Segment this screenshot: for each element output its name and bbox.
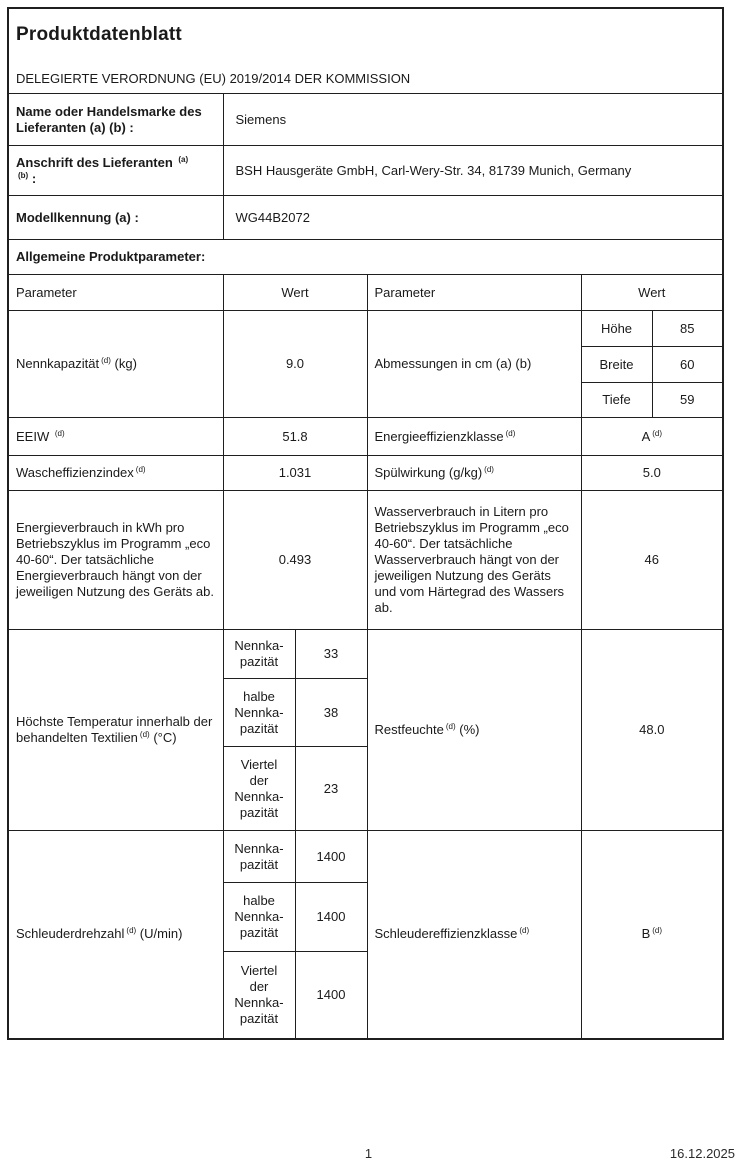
rinse-effect-value: 5.0 [581,456,723,491]
spin-cap-nominal-value: 1400 [295,831,367,883]
header-cell [8,8,723,94]
spin-cap-nominal-label: Nennka- pazität [223,831,295,883]
section-title: Allgemeine Produktparameter: [8,240,723,275]
temp-cap-quarter-label: Viertel der Nennka- pazität [223,747,295,831]
col-header-parameter-left: Parameter [8,275,223,311]
dimension-value-tiefe: 59 [652,383,723,418]
eeiw-row [8,418,723,456]
spin-class-value: B $^{(d)}$ [581,831,723,1039]
energy-consumption-label: Energieverbrauch in kWh pro Betriebszyklus im Programm „eco 40-60“. Der tatsächliche Energieverbrauch hängt von der jeweiligen Nutzung des Geräts ab. [8,491,223,630]
spin-cap-quarter-value: 1400 [295,952,367,1039]
dimension-value-breite: 60 [652,347,723,383]
temp-cap-quarter-value: 23 [295,747,367,831]
dimension-name-breite: Breite [581,347,652,383]
capacity-value: 9.0 [223,311,367,418]
water-consumption-label: Wasserverbrauch in Litern pro Betriebszyklus im Programm „eco 40-60“. Der tatsächliche Wasserverbrauch hängt von der jeweiligen Nutzung des Geräts und vom Härtegrad des Wassers ab. [367,491,581,630]
energy-class-value: A $^{(d)}$ [581,418,723,456]
dimension-name-tiefe: Tiefe [581,383,652,418]
capacity-label: Nennkapazität $^{(d)}$ (kg) [8,311,223,418]
dimension-value-hoehe: 85 [652,311,723,347]
product-datasheet-table [7,7,724,1040]
supplier-name-label: Name oder Handelsmarke des Lieferanten (a) (b) : [8,94,223,146]
regulation-subtitle: DELEGIERTE VERORDNUNG (EU) 2019/2014 DER KOMMISSION [16,71,411,86]
spin-class-label: Schleudereffizienzklasse $^{(d)}$ [367,831,581,1039]
temp-cap-nominal-value: 33 [295,630,367,679]
temp-cap-half-label: halbe Nennka- pazität [223,679,295,747]
dimensions-label: Abmessungen in cm (a) (b) [367,311,581,418]
wash-index-label: Wascheffizienzindex $^{(d)}$ [8,456,223,491]
spin-cap-quarter-label: Viertel der Nennka- pazität [223,952,295,1039]
supplier-address-row [8,146,723,196]
max-temperature-label: Höchste Temperatur innerhalb der behandelten Textilien $^{(d)}$ (°C) [8,630,223,831]
col-header-wert-right: Wert [581,275,723,311]
energy-consumption-value: 0.493 [223,491,367,630]
section-row [8,240,723,275]
spin-cap-half-label: halbe Nennka- pazität [223,883,295,952]
max-temperature-row [8,630,723,679]
consumption-row [8,491,723,630]
page-title: Produktdatenblatt [16,24,182,45]
model-id-label: Modellkennung (a) : [8,196,223,240]
rinse-effect-label: Spülwirkung (g/kg) $^{(d)}$ [367,456,581,491]
col-header-wert-left: Wert [223,275,367,311]
wash-index-value: 1.031 [223,456,367,491]
temp-cap-nominal-label: Nennka- pazität [223,630,295,679]
water-consumption-value: 46 [581,491,723,630]
dimension-name-hoehe: Höhe [581,311,652,347]
col-header-parameter-right: Parameter [367,275,581,311]
eeiw-value: 51.8 [223,418,367,456]
model-id-row [8,196,723,240]
residual-moisture-label: Restfeuchte $^{(d)}$ (%) [367,630,581,831]
spin-speed-row [8,831,723,883]
energy-class-label: Energieeffizienzklasse $^{(d)}$ [367,418,581,456]
supplier-address-value: BSH Hausgeräte GmbH, Carl-Wery-Str. 34, 81739 Munich, Germany [223,146,723,196]
column-header-row [8,275,723,311]
eeiw-label: EEIW $^{(d)}$ [8,418,223,456]
spin-cap-half-value: 1400 [295,883,367,952]
footer-date: 16.12.2025 [669,1146,735,1161]
temp-cap-half-value: 38 [295,679,367,747]
wash-index-row [8,456,723,491]
supplier-name-value: Siemens [223,94,723,146]
footer-page-number: 1 [364,1146,373,1161]
capacity-dimensions-row [8,311,723,347]
spin-speed-label: Schleuderdrehzahl $^{(d)}$ (U/min) [8,831,223,1039]
supplier-name-row [8,94,723,146]
residual-moisture-value: 48.0 [581,630,723,831]
supplier-address-label: Anschrift des Lieferanten $^{(a)}$ $^{(b)}$ : [8,146,223,196]
model-id-value: WG44B2072 [223,196,723,240]
